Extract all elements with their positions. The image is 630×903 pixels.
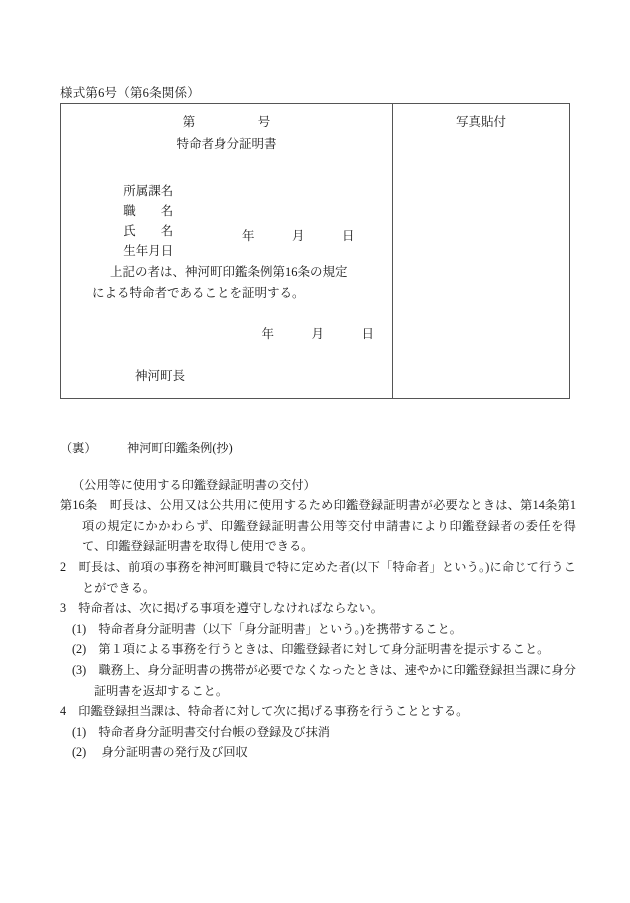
ordinance-paragraph-2: 2 町長は、前項の事務を神河町職員で特に定めた者(以下「特命者」という。)に命じて行うことができる。 xyxy=(60,559,576,595)
ordinance-p3-item-2: (2) 第１項による事務を行うときは、印鑑登録者に対して身分証明書を提示すること。 xyxy=(72,642,550,657)
statement-line-2: による特命者であることを証明する。 xyxy=(92,286,305,300)
ordinance-p4-item-1: (1) 特命者身分証明書交付台帳の登録及び抹消 xyxy=(72,724,330,739)
name-label: 氏 名 xyxy=(123,224,174,238)
job-title-label: 職 名 xyxy=(123,204,174,218)
ordinance-p4-item-2: (2) 身分証明書の発行及び回収 xyxy=(72,745,248,760)
ordinance-p3-item-3: (3) 職務上、身分証明書の携帯が必要でなくなったときは、速やかに印鑑登録担当課に身分証明書を返却すること。 xyxy=(72,662,576,698)
issuer-signature: 神河町長 xyxy=(135,369,186,383)
field-row-job-title xyxy=(92,186,384,218)
statement-line-1: 上記の者は、神河町印鑑条例第16条の規定 xyxy=(110,265,348,279)
birthdate-value: 年 月 日 xyxy=(242,229,355,243)
form-number-heading: 様式第6号（第6条関係） xyxy=(60,86,200,100)
ordinance-paragraph-4: 4 印鑑登録担当課は、特命者に対して次に掲げる事務を行うこととする。 xyxy=(60,704,469,719)
certificate-main-cell xyxy=(61,104,393,398)
ordinance-article-16: 第16条 町長は、公用又は公共用に使用するため印鑑登録証明書が必要なときは、第14条第1項の規定にかかわらず、印鑑登録証明書公用等交付申請書により印鑑登録者の委任を得て、印鑑登録証明書を取得し使用できる。 xyxy=(60,498,576,554)
back-side-heading: （裏） 神河町印鑑条例(抄) xyxy=(60,441,233,455)
certification-statement xyxy=(92,262,378,304)
document-number-field: 第 号 xyxy=(182,115,271,129)
issue-date-field: 年 月 日 xyxy=(261,327,374,341)
birthdate-label: 生年月日 xyxy=(123,244,174,258)
ordinance-paragraph-3: 3 特命者は、次に掲げる事項を遵守しなければならない。 xyxy=(60,601,383,616)
department-label: 所属課名 xyxy=(123,184,174,198)
field-row-birthdate xyxy=(92,226,384,258)
field-row-department xyxy=(92,166,384,198)
photo-attachment-cell xyxy=(393,104,569,398)
ordinance-p3-item-1: (1) 特命者身分証明書（以下「身分証明書」という。)を携帯すること。 xyxy=(72,621,462,636)
photo-attachment-label: 写真貼付 xyxy=(455,115,506,129)
personal-info-fields xyxy=(92,166,384,258)
ordinance-section-title: （公用等に使用する印鑑登録証明書の交付） xyxy=(72,477,316,492)
ordinance-excerpt-section xyxy=(60,438,576,763)
certificate-box xyxy=(60,103,570,399)
certificate-title: 特命者身分証明書 xyxy=(176,137,277,151)
